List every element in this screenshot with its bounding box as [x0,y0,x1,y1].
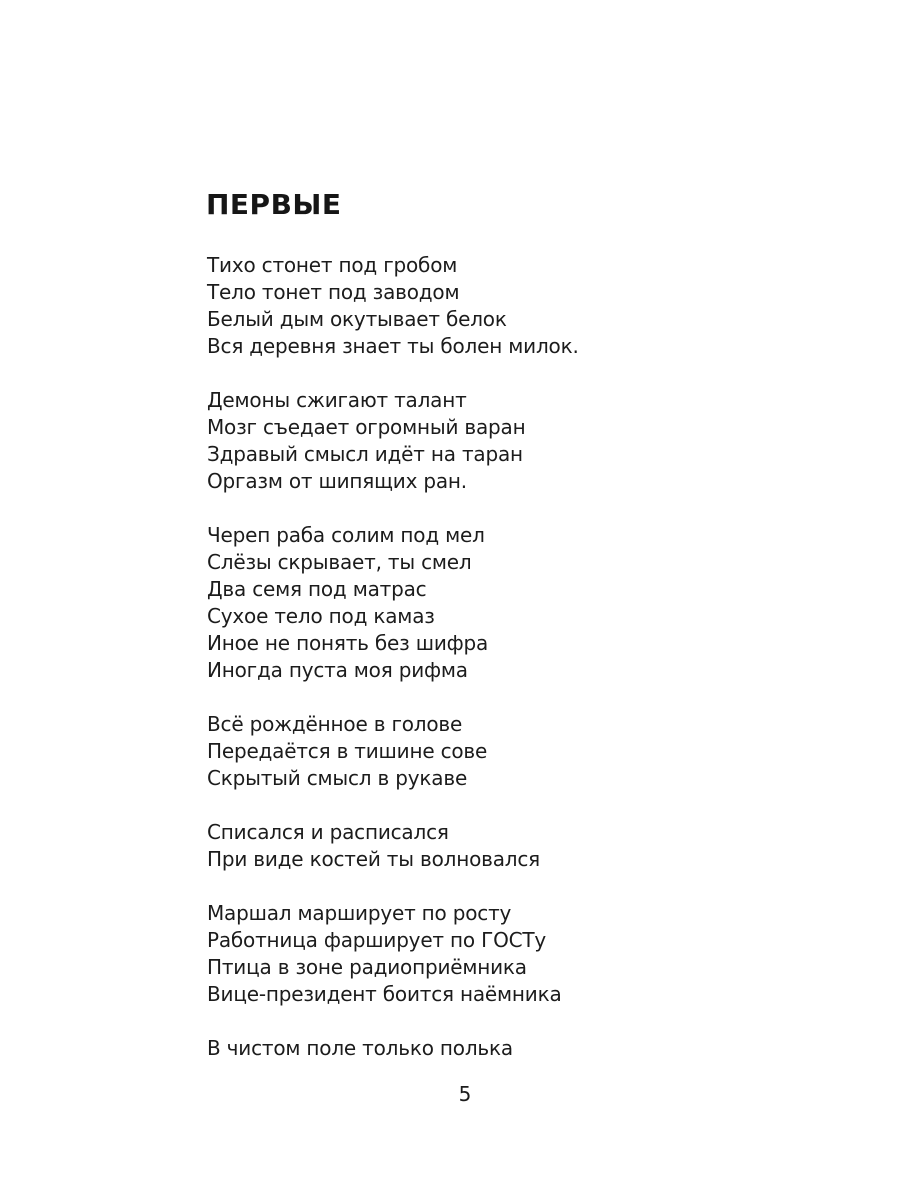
poem-line: Череп раба солим под мел [207,523,485,547]
poem-line: Всё рождённое в голове [207,712,463,736]
poem-line: Работница фарширует по ГОСТу [207,928,547,952]
poem-line: Вице-президент боится наёмника [207,982,562,1006]
stanza [207,522,767,684]
poem-line: Маршал марширует по росту [207,901,512,925]
stanza [207,252,767,360]
poem-line: Птица в зоне радиоприёмника [207,955,527,979]
poem-line: Иногда пуста моя рифма [207,658,468,682]
poem-line: Скрытый смысл в рукаве [207,766,468,790]
poem-line: Оргазм от шипящих ран. [207,469,467,493]
poem-line: Передаётся в тишине сове [207,739,488,763]
page-number: 5 [458,1082,472,1106]
poem-line: Два семя под матрас [207,577,427,601]
stanza [207,819,767,873]
poem-line: В чистом поле только полька [207,1036,513,1060]
poem-line: При виде костей ты волновался [207,847,540,871]
poem-line: Списался и расписался [207,820,449,844]
poem-line: Мозг съедает огромный варан [207,415,526,439]
stanza [207,1035,767,1062]
poem-line: Тело тонет под заводом [207,280,460,304]
poem-body [207,252,767,1089]
poem-title: ПЕРВЫЕ [206,188,342,221]
poem-line: Белый дым окутывает белок [207,307,507,331]
stanza [207,900,767,1008]
poem-line: Слёзы скрывает, ты смел [207,550,472,574]
poem-line: Сухое тело под камаз [207,604,435,628]
poem-line: Тихо стонет под гробом [207,253,458,277]
stanza [207,387,767,495]
poem-line: Иное не понять без шифра [207,631,489,655]
poem-line: Вся деревня знает ты болен милок. [207,334,579,358]
poem-line: Здравый смысл идёт на таран [207,442,523,466]
stanza [207,711,767,792]
poem-line: Демоны сжигают талант [207,388,467,412]
